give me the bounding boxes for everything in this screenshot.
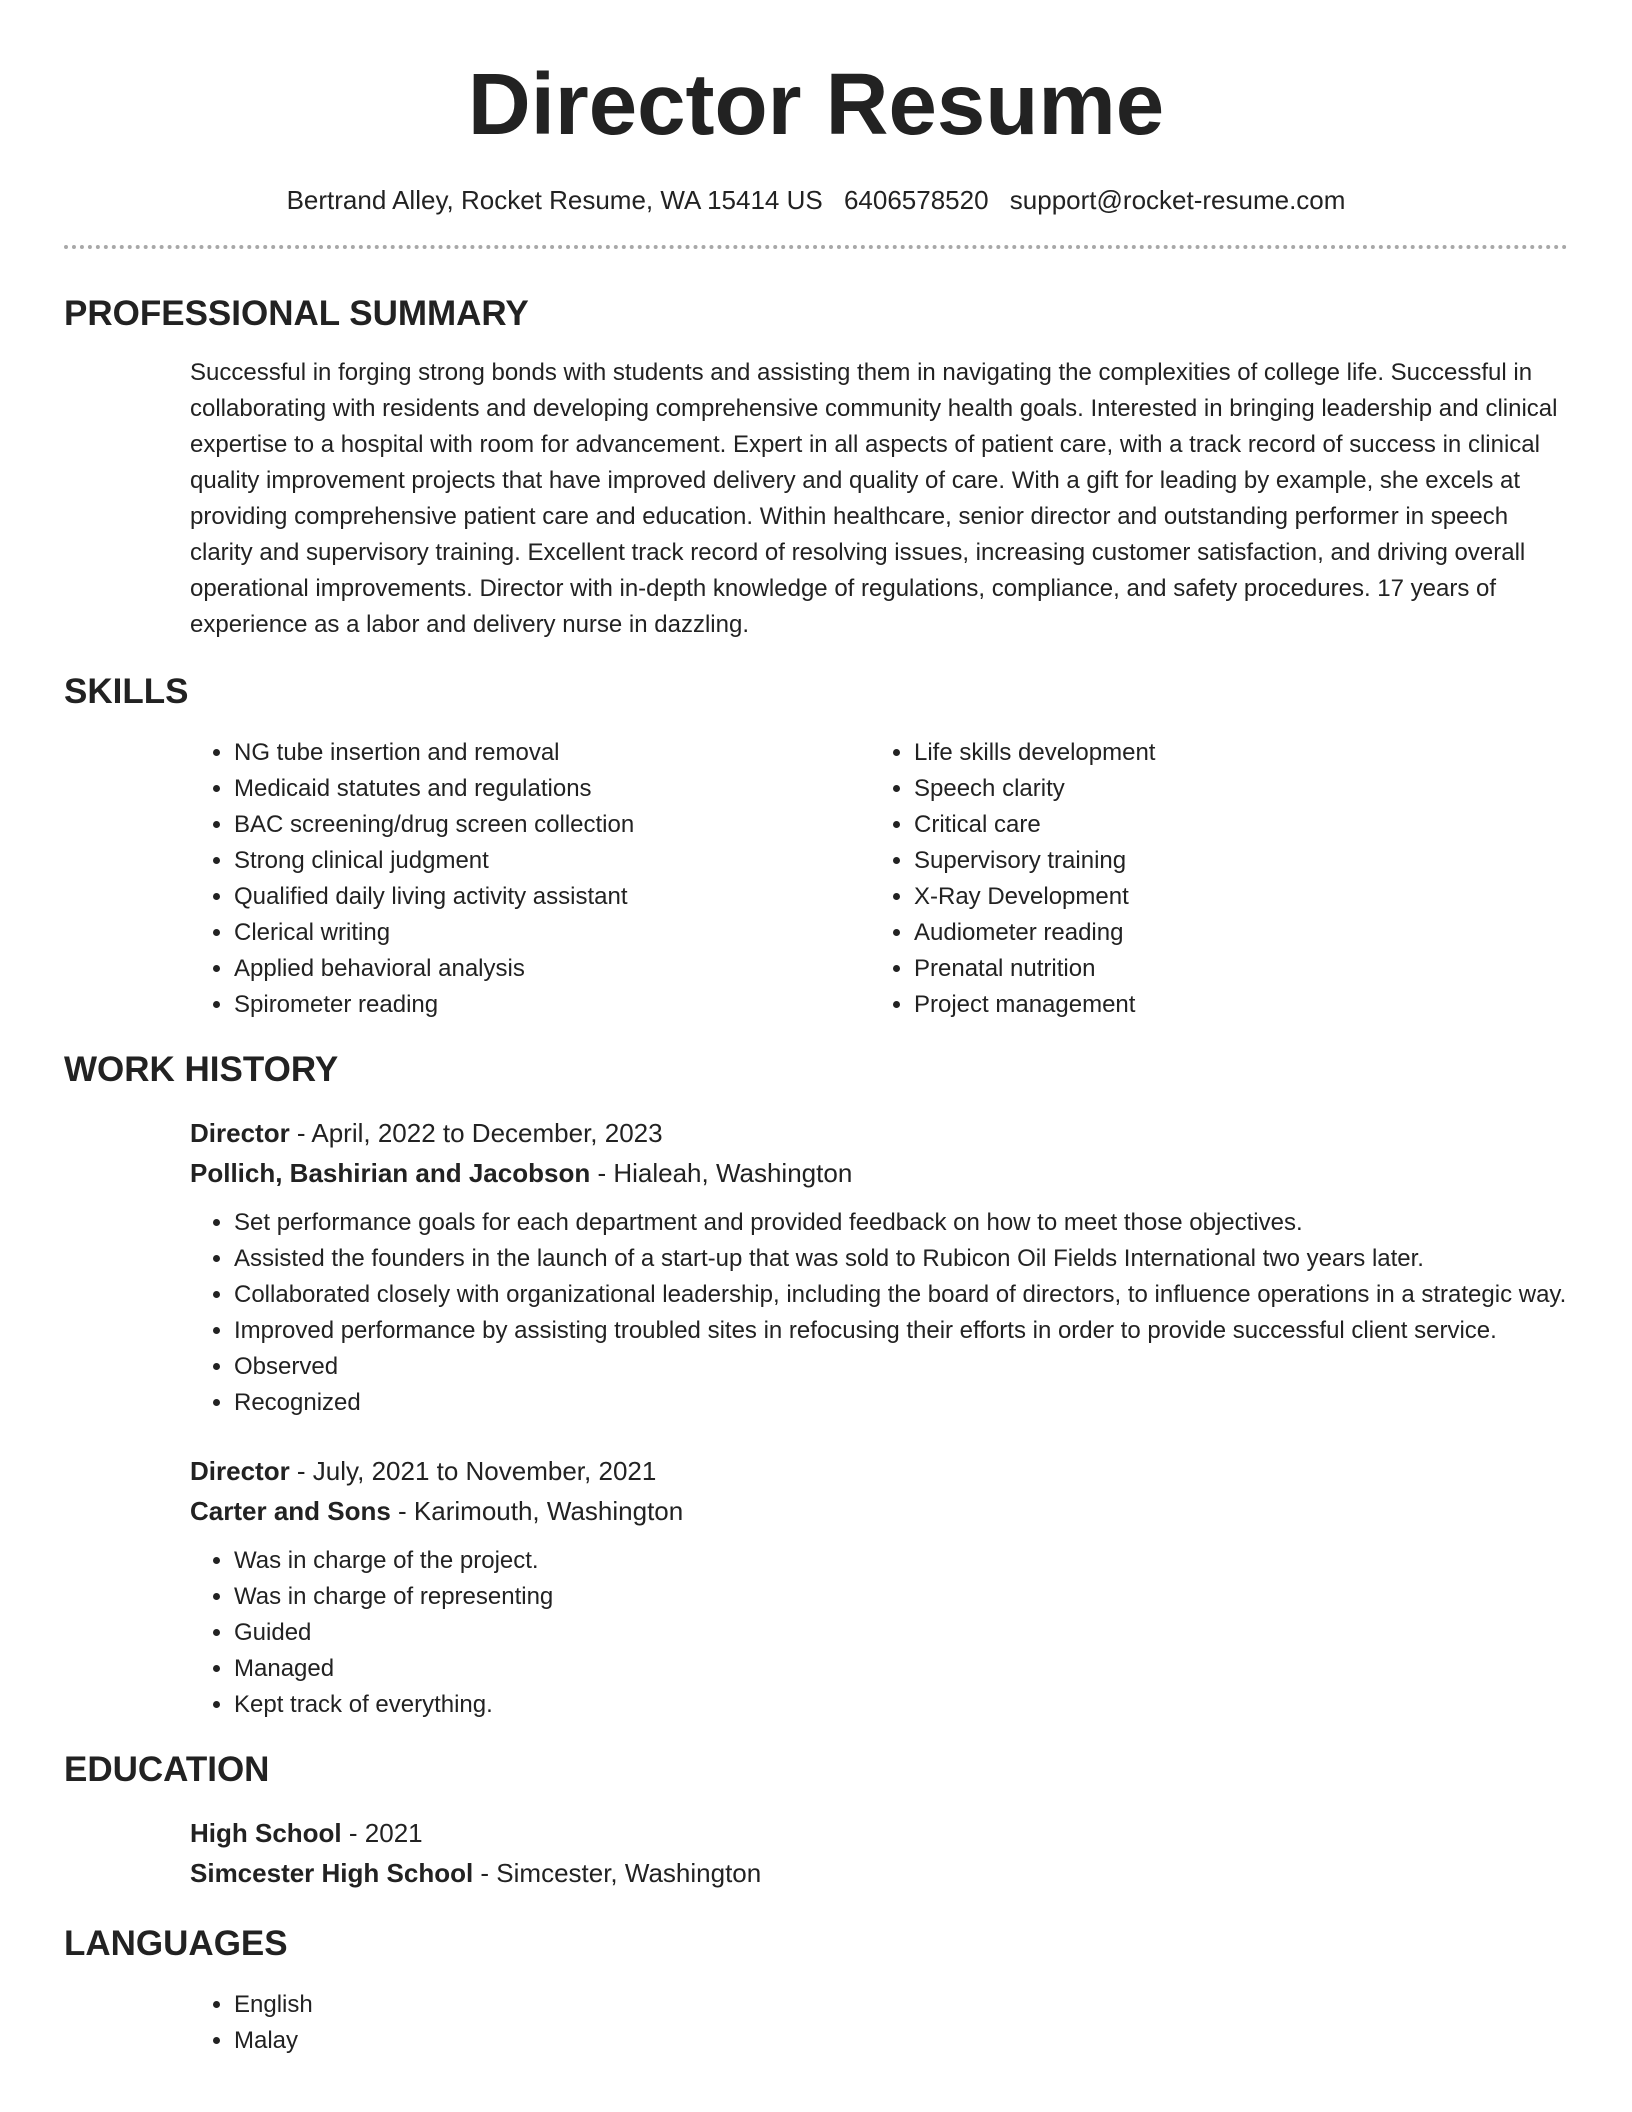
job-dates: - April, 2022 to December, 2023 [289,1118,663,1149]
list-item: • Kept track of everything. [234,1687,1568,1723]
resume-page [64,0,1568,2059]
job-entry [190,1113,1568,1421]
languages-heading: LANGUAGES [64,1924,288,1964]
list-item: • Clerical writing [234,915,870,951]
company-location: - Hialeah, Washington [590,1158,853,1189]
degree-line [190,1813,1568,1853]
list-item: • Set performance goals for each department and provided feedback on how to meet those objectives. [234,1205,1568,1241]
skills-left-column [190,735,870,1023]
list-item: • Guided [234,1615,1568,1651]
company-line [190,1153,1568,1193]
list-item: • Improved performance by assisting troubled sites in refocusing their efforts in order to provide successful client service. [234,1313,1568,1349]
list-item: • Life skills development [914,735,1550,771]
job-entry [190,1451,1568,1723]
list-item: • Prenatal nutrition [914,951,1550,987]
languages-list [190,1987,1568,2059]
school-name: Simcester High School [190,1858,474,1889]
header-divider [64,245,1568,249]
list-item: • Audiometer reading [914,915,1550,951]
company-line [190,1491,1568,1531]
list-item: • Collaborated closely with organizational leadership, including the board of directors, to influence operations in a strategic way. [234,1277,1568,1313]
school-line [190,1853,1568,1893]
page-title: Director Resume [467,56,1165,153]
list-item: • Observed [234,1349,1568,1385]
list-item: • Supervisory training [914,843,1550,879]
job-bullets [190,1205,1568,1421]
work-heading: WORK HISTORY [64,1050,339,1090]
skills-right-column [870,735,1550,1023]
degree-year: - 2021 [341,1818,423,1849]
degree-name: High School [190,1818,342,1849]
skills-grid [190,735,1568,1023]
list-item: • Recognized [234,1385,1568,1421]
phone-text: 6406578520 [843,185,989,215]
school-location: - Simcester, Washington [473,1858,762,1889]
email-text: support@rocket-resume.com [1009,185,1346,215]
company-location: - Karimouth, Washington [390,1496,684,1527]
list-item: • BAC screening/drug screen collection [234,807,870,843]
skills-right-list [870,735,1550,1023]
list-item: • Applied behavioral analysis [234,951,870,987]
job-bullets [190,1543,1568,1723]
list-item: • Project management [914,987,1550,1023]
job-title: Director [190,1118,290,1149]
list-item: • Medicaid statutes and regulations [234,771,870,807]
company-name: Carter and Sons [190,1496,391,1527]
job-title-line [190,1113,1568,1153]
address-text: Bertrand Alley, Rocket Resume, WA 15414 US [286,185,823,215]
summary-heading: PROFESSIONAL SUMMARY [64,294,529,334]
job-title-line [190,1451,1568,1491]
list-item: • Managed [234,1651,1568,1687]
list-item: • Critical care [914,807,1550,843]
list-item: • Was in charge of representing [234,1579,1568,1615]
education-heading: EDUCATION [64,1750,270,1790]
list-item: • Strong clinical judgment [234,843,870,879]
list-item: • English [234,1987,1568,2023]
summary-text: Successful in forging strong bonds with students and assisting them in navigating the complexities of college life. Successful in collaborating with residents and developing comprehensive community health goals. Interested in bringing leadership and clinical expertise to a hospital with room for advancement. Expert in all aspects of patient care, with a track record of success in clinical quality improvement projects that have improved delivery and quality of care. With a gift for leading by example, she excels at providing comprehensive patient care and education. Within healthcare, senior director and outstanding performer in speech clarity and supervisory training. Excellent track record of resolving issues, increasing customer satisfaction, and driving overall operational improvements. Director with in-depth knowledge of regulations, compliance, and safety procedures. 17 years of experience as a labor and delivery nurse in dazzling. [190,359,1558,639]
contact-line [64,185,1568,216]
job-dates: - July, 2021 to November, 2021 [289,1456,657,1487]
list-item: • Qualified daily living activity assistant [234,879,870,915]
skills-heading: SKILLS [64,672,189,712]
list-item: • Assisted the founders in the launch of a start-up that was sold to Rubicon Oil Fields International two years later. [234,1241,1568,1277]
list-item: • Speech clarity [914,771,1550,807]
list-item: • Malay [234,2023,1568,2059]
list-item: • NG tube insertion and removal [234,735,870,771]
list-item: • X-Ray Development [914,879,1550,915]
list-item: • Was in charge of the project. [234,1543,1568,1579]
company-name: Pollich, Bashirian and Jacobson [190,1158,591,1189]
education-entry [190,1813,1568,1893]
job-title: Director [190,1456,290,1487]
languages-block [190,1987,1568,2059]
skills-left-list [190,735,870,1023]
list-item: • Spirometer reading [234,987,870,1023]
